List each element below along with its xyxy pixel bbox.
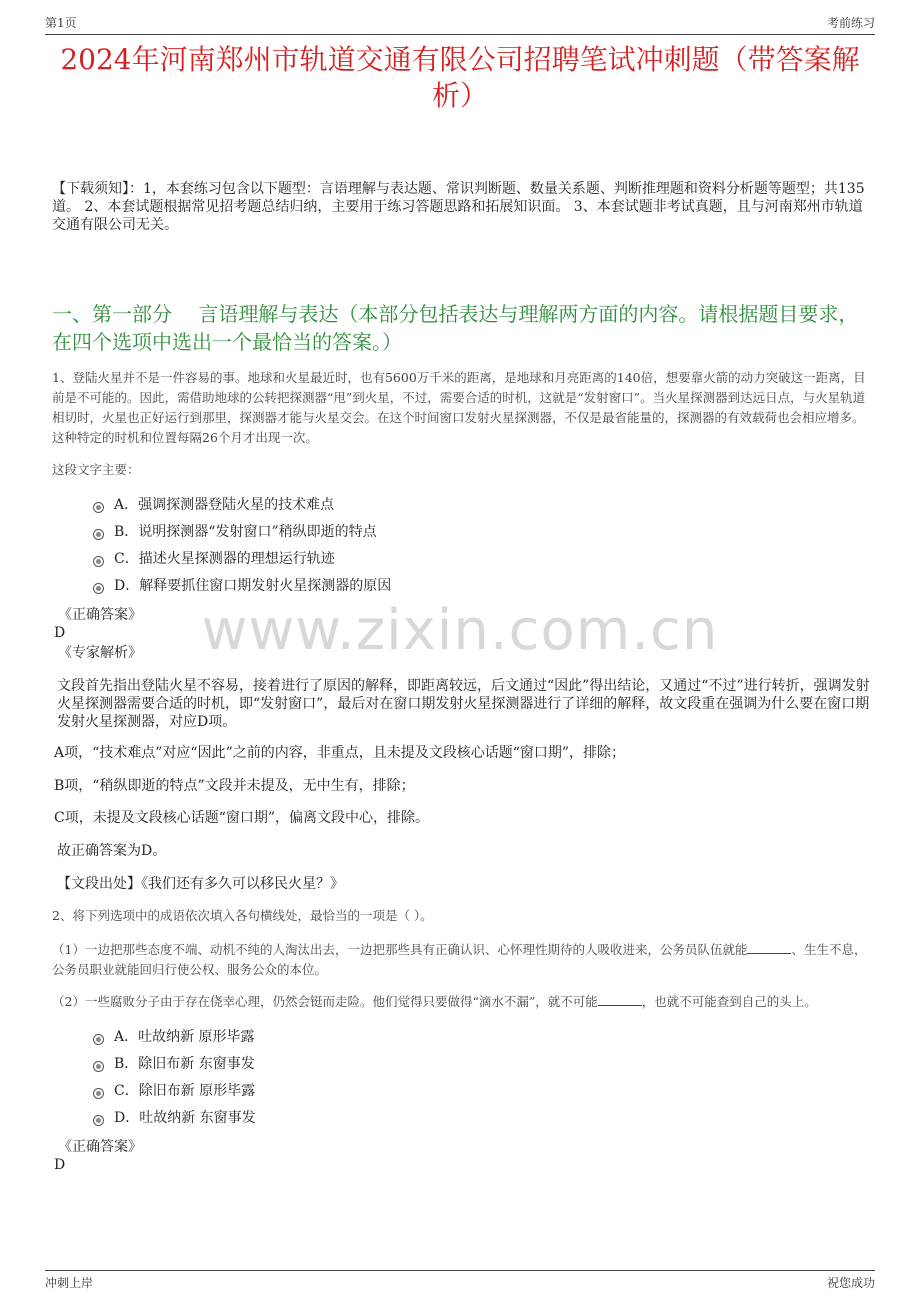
q2-answer: D <box>54 1157 66 1173</box>
section-heading: 一、第一部分 言语理解与表达（本部分包括表达与理解两方面的内容。请根据题目要求，在四个选项中选出一个最恰当的答案。） <box>52 302 859 354</box>
q1-option-b[interactable]: B．说明探测器“发射窗口”稍纵即逝的特点 <box>93 522 377 542</box>
radio-icon[interactable] <box>93 583 104 594</box>
q1-analysis-c: C项，未提及文段核心话题“窗口期”，偏离文段中心，排除。 <box>54 810 430 826</box>
q1-answer: D <box>54 625 66 641</box>
q2-sentence-1: （1）一边把那些态度不端、动机不纯的人淘汰出去，一边把那些具有正确认识、心怀理性期待的人吸收进来，公务员队伍就能 、生生不息，公务员职业就能回归行使公权、服务公众的本位。 <box>52 942 867 977</box>
q1-analysis-conclusion: 故正确答案为D。 <box>57 843 167 859</box>
q2-option-d[interactable]: D．吐故纳新 东窗事发 <box>93 1108 256 1128</box>
header-tag: 考前练习 <box>826 16 875 30</box>
document-title: 2024年河南郑州市轨道交通有限公司招聘笔试冲刺题（带答案解析） <box>60 43 860 112</box>
radio-icon[interactable] <box>93 1115 104 1126</box>
q1-option-d[interactable]: D．解释要抓住窗口期发射火星探测器的原因 <box>93 576 391 596</box>
watermark: www.zixin.com.cn <box>201 598 719 663</box>
radio-icon[interactable] <box>93 502 104 513</box>
q1-option-c[interactable]: C．描述火星探测器的理想运行轨迹 <box>93 549 335 569</box>
radio-icon[interactable] <box>93 529 104 540</box>
radio-icon[interactable] <box>93 556 104 567</box>
footer-right: 祝您成功 <box>826 1276 875 1290</box>
radio-icon[interactable] <box>93 1034 104 1045</box>
radio-icon[interactable] <box>93 1061 104 1072</box>
q1-analysis-a: A项，“技术难点”对应“因此”之前的内容，非重点，且未提及文段核心话题“窗口期”，排除； <box>54 745 626 761</box>
answer-blank <box>747 941 791 954</box>
q2-stem: 2、将下列选项中的成语依次填入各句横线处，最恰当的一项是（ ）。 <box>52 908 433 923</box>
q1-analysis-b: B项，“稍纵即逝的特点”文段并未提及，无中生有，排除； <box>54 778 415 794</box>
q2-option-c[interactable]: C．除旧布新 原形毕露 <box>93 1081 255 1101</box>
q2-answer-label: 《正确答案》 <box>58 1139 142 1155</box>
q2-option-a[interactable]: A．吐故纳新 原形毕露 <box>93 1027 255 1047</box>
page-header <box>45 12 875 35</box>
answer-blank <box>598 993 642 1006</box>
q2-option-b[interactable]: B．除旧布新 东窗事发 <box>93 1054 255 1074</box>
q1-option-a[interactable]: A．强调探测器登陆火星的技术难点 <box>93 495 334 515</box>
q1-source: 【文段出处】《我们还有多久可以移民火星？》 <box>57 876 344 892</box>
page-number: 第1页 <box>45 16 77 30</box>
page-footer <box>45 1270 875 1293</box>
q2-sentence-2: （2）一些腐败分子由于存在侥幸心理，仍然会铤而走险。他们觉得只要做得“滴水不漏”，就不可能 ，也就不可能查到自己的头上。 <box>52 994 817 1009</box>
q1-answer-label: 《正确答案》 <box>58 607 142 623</box>
q1-stem: 1、登陆火星并不是一件容易的事。地球和火星最近时，也有5600万千米的距离，是地球和月亮距离的140倍，想要靠火箭的动力突破这一距离，目前是不可能的。因此，需借助地球的公转把探测器“甩”到火星，不过，需要合适的时机，这就是“发射窗口”。当火星探测器到达远日点，与火星轨道相切时，火星也正好运行到那里，探测器才能与火星交会。在这个时间窗口发射火星探测器，不仅是最省能量的，探测器的有效载荷也会相应增多。这种特定的时机和位置每隔26个月才出现一次。 <box>52 370 866 445</box>
radio-icon[interactable] <box>93 1088 104 1099</box>
q1-ask: 这段文字主要： <box>52 462 140 477</box>
footer-left: 冲刺上岸 <box>45 1276 94 1290</box>
q1-analysis-label: 《专家解析》 <box>58 645 142 661</box>
q1-analysis-main: 文段首先指出登陆火星不容易，接着进行了原因的解释，即距离较远，后文通过“因此”得出结论，又通过“不过”进行转折，强调发射火星探测器需要合适的时机，即“发射窗口”，最后对在窗口期发射火星探测器进行了详细的解释，故文段重在强调为什么要在窗口期发射火星探测器，对应D项。 <box>57 678 870 730</box>
download-notice: 【下载须知】：1，本套练习包含以下题型：言语理解与表达题、常识判断题、数量关系题、判断推理题和资料分析题等题型；共135道。 2、本套试题根据常见招考题总结归纳，主要用于练习答题思路和拓展知识面。 3、本套试题非考试真题，且与河南郑州市轨道交通有限公司无关。 <box>52 181 865 233</box>
